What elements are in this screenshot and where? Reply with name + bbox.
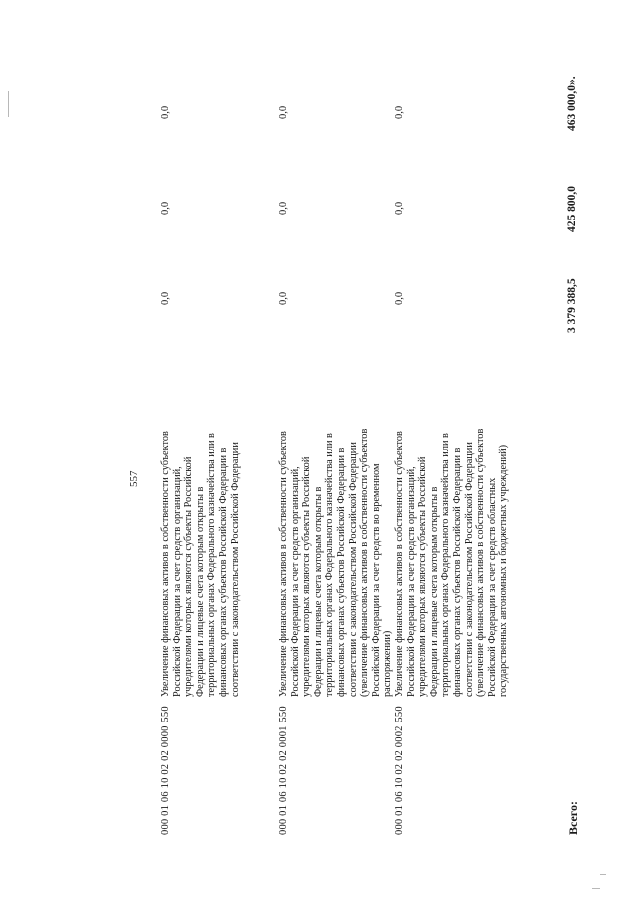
row-description: Увеличение финансовых активов в собственности субъектов Российской Федерации за счет средств организаций, учредителями которых являются субъекты Российской Федерации и лицевые счета которым открыты в территориальных органах Федерального казначейства или в финансовых органах субъектов Российской Федерации в соответствии с законодательством Российской Федерации (увеличение финансовых активов в собственности субъектов Российской Федерации за счет средств областных государственных автономных и бюджетных учреждений) bbox=[394, 428, 510, 697]
scan-mark bbox=[592, 888, 600, 889]
row-description: Увеличение финансовых активов в собственности субъектов Российской Федерации за счет средств организаций, учредителями которых являются субъекты Российской Федерации и лицевые счета которым открыты в территориальных органах Федерального казначейства или в финансовых органах субъектов Российской Федерации в соответствии с законодательством Российской Федерации bbox=[160, 431, 241, 697]
value-cell: 0,0 bbox=[278, 201, 289, 215]
value-cell: 0,0 bbox=[160, 105, 171, 119]
scan-mark bbox=[600, 874, 606, 875]
scan-mark bbox=[8, 91, 9, 117]
value-cell: 0,0 bbox=[394, 291, 405, 305]
budget-code: 000 01 06 10 02 02 0001 550 bbox=[278, 706, 289, 835]
value-cell: 0,0 bbox=[160, 291, 171, 305]
page-number: 557 bbox=[128, 470, 140, 487]
total-value: 463 000,0». bbox=[566, 76, 578, 131]
value-cell: 0,0 bbox=[394, 105, 405, 119]
budget-code: 000 01 06 10 02 02 0002 550 bbox=[394, 706, 405, 835]
value-cell: 0,0 bbox=[278, 291, 289, 305]
total-value: 3 379 388,5 bbox=[566, 278, 578, 333]
value-cell: 0,0 bbox=[160, 201, 171, 215]
budget-code: 000 01 06 10 02 02 0000 550 bbox=[160, 706, 171, 835]
row-description: Увеличение финансовых активов в собственности субъектов Российской Федерации за счет средств организаций, учредителями которых являются субъекты Российской Федерации и лицевые счета которым открыты в территориальных органах Федерального казначейства или в финансовых органах субъектов Российской Федерации в соответствии с законодательством Российской Федерации (увеличение финансовых активов в собственности субъектов Российской Федерации за счет средств во временном распоряжении) bbox=[278, 428, 394, 697]
total-label: Всего: bbox=[566, 801, 580, 835]
value-cell: 0,0 bbox=[394, 201, 405, 215]
value-cell: 0,0 bbox=[278, 105, 289, 119]
total-value: 425 800,0 bbox=[566, 186, 578, 232]
